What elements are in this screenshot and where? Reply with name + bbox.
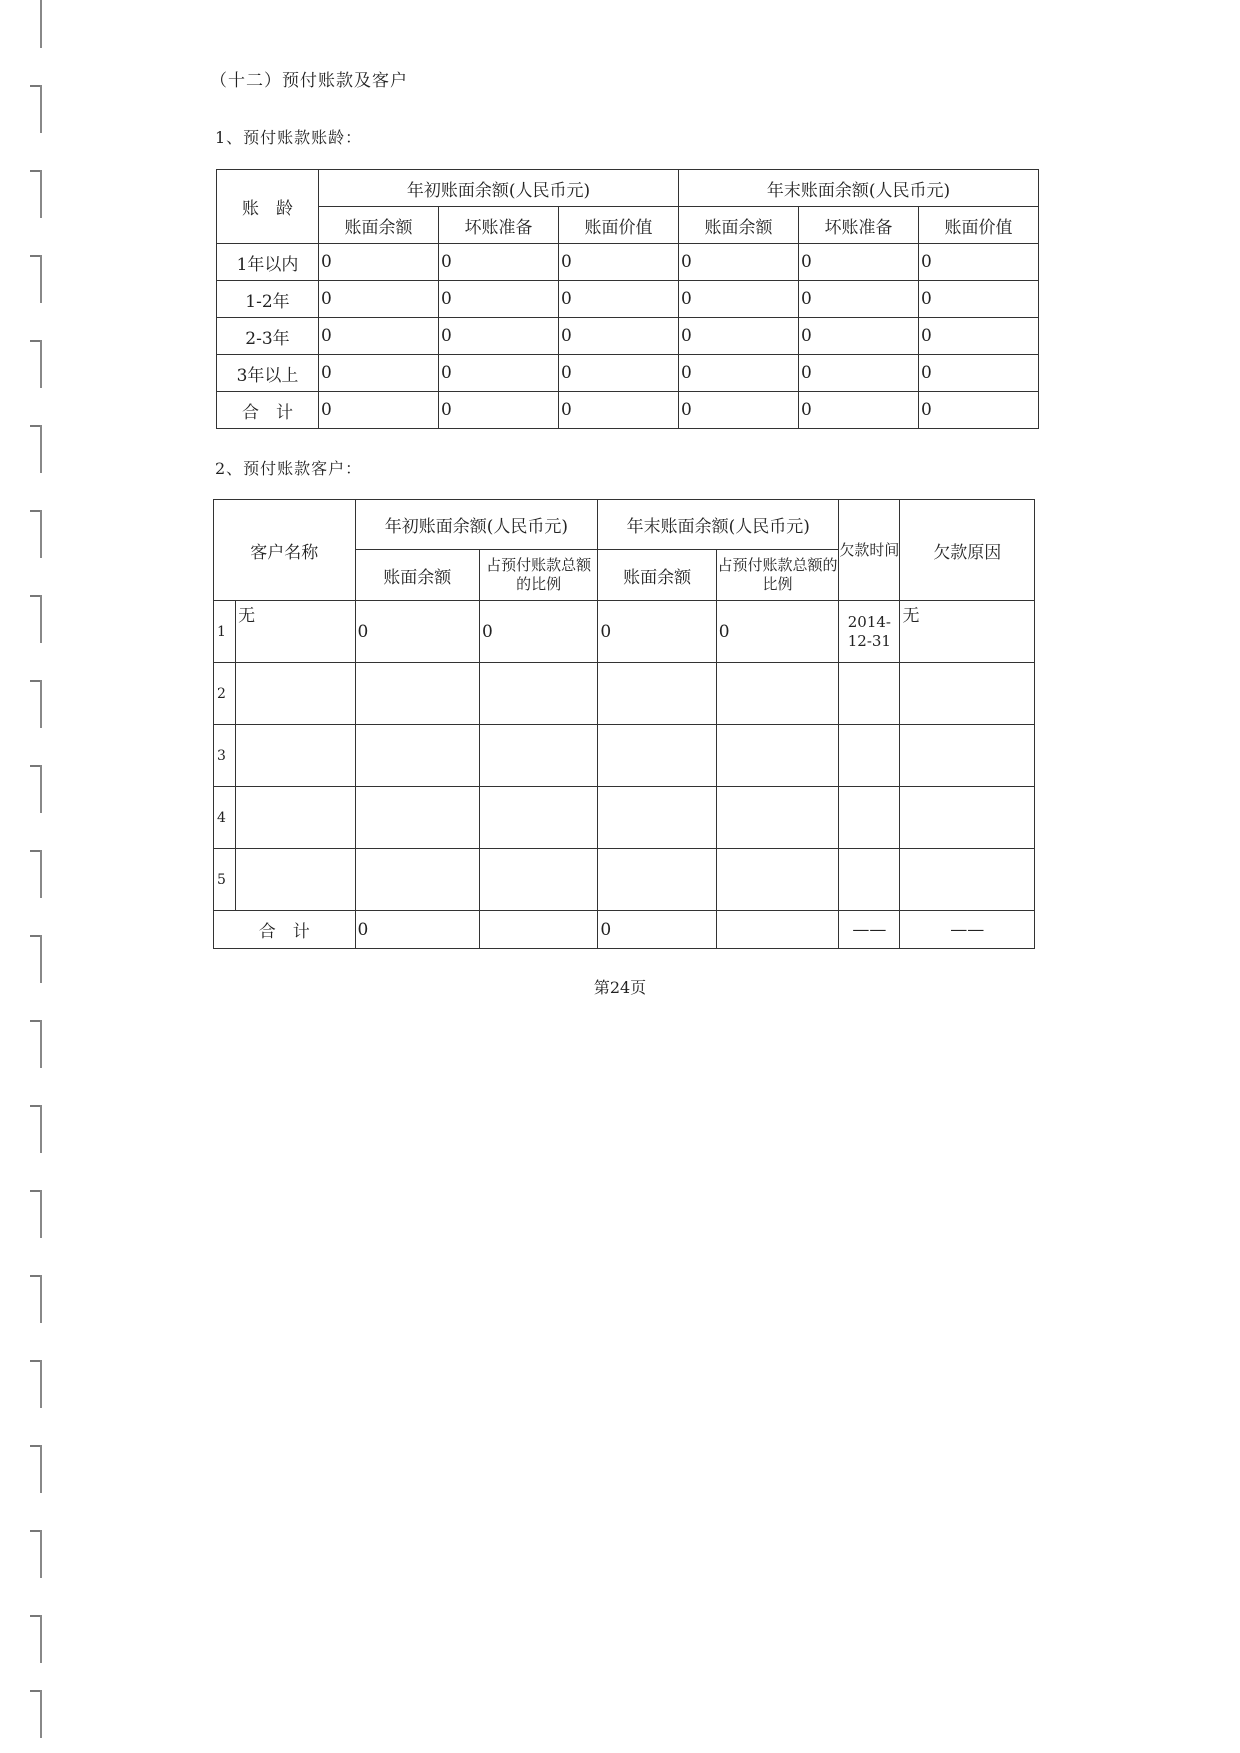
begin-balance-header: 账面余额 [355, 550, 479, 601]
aging-subheader: 坏账准备 [799, 207, 919, 244]
total-end-ratio [716, 911, 838, 949]
end-ratio [716, 787, 838, 849]
binder-mark [30, 0, 44, 48]
table-cell: 0 [439, 318, 559, 355]
aging-label: 合 计 [217, 392, 319, 429]
section-title: （十二）预付账款及客户 [210, 71, 408, 91]
end-balance [598, 849, 716, 911]
aging-subheader: 账面余额 [319, 207, 439, 244]
table-cell: 0 [319, 281, 439, 318]
end-balance-header: 账面余额 [598, 550, 716, 601]
binder-mark [30, 340, 44, 388]
debt-reason: 无 [900, 601, 1035, 663]
aging-label: 2-3年 [217, 318, 319, 355]
table-cell: 0 [319, 355, 439, 392]
begin-ratio: 0 [479, 601, 597, 663]
debt-time [839, 787, 900, 849]
customer-name [236, 725, 355, 787]
debt-time [839, 849, 900, 911]
customer-name [236, 849, 355, 911]
binder-mark [30, 1190, 44, 1238]
binder-mark [30, 85, 44, 133]
table-cell: 0 [799, 355, 919, 392]
table-cell: 0 [919, 244, 1039, 281]
table-cell: 0 [799, 318, 919, 355]
table-cell: 0 [439, 281, 559, 318]
table-cell: 0 [799, 281, 919, 318]
total-debt-reason: —— [900, 911, 1035, 949]
aging-subheader: 账面价值 [919, 207, 1039, 244]
debt-time: 2014-12-31 [839, 601, 900, 663]
binder-mark [30, 1445, 44, 1493]
table-cell: 0 [319, 244, 439, 281]
aging-row-header: 账 龄 [217, 170, 319, 244]
table-cell: 0 [439, 244, 559, 281]
table-row [217, 281, 1039, 318]
table-row [217, 355, 1039, 392]
end-balance: 0 [598, 601, 716, 663]
row-number: 5 [214, 849, 236, 911]
aging-group-begin: 年初账面余额(人民币元) [319, 170, 679, 207]
binder-mark [30, 1690, 44, 1738]
table-cell: 0 [679, 244, 799, 281]
end-ratio [716, 663, 838, 725]
binder-mark [30, 510, 44, 558]
table-cell: 0 [319, 318, 439, 355]
table-cell: 0 [919, 281, 1039, 318]
table-row [217, 318, 1039, 355]
aging-label: 3年以上 [217, 355, 319, 392]
begin-balance [355, 725, 479, 787]
binder-mark [30, 765, 44, 813]
customers-table [213, 499, 1035, 949]
customer-name [236, 787, 355, 849]
customer-name-header: 客户名称 [214, 500, 356, 601]
table-cell: 0 [679, 355, 799, 392]
total-end-balance: 0 [598, 911, 716, 949]
table-row [217, 244, 1039, 281]
aging-subheader: 坏账准备 [439, 207, 559, 244]
debt-time [839, 725, 900, 787]
binder-mark [30, 1530, 44, 1578]
customers-group-begin: 年初账面余额(人民币元) [355, 500, 598, 550]
table-row [214, 849, 1035, 911]
binder-mark [30, 1275, 44, 1323]
table-cell: 0 [559, 392, 679, 429]
customers-heading: 2、预付账款客户： [215, 459, 363, 478]
table-cell: 0 [919, 392, 1039, 429]
aging-group-end: 年末账面余额(人民币元) [679, 170, 1039, 207]
table-cell: 0 [439, 392, 559, 429]
end-balance [598, 663, 716, 725]
table-cell: 0 [919, 355, 1039, 392]
total-row [214, 911, 1035, 949]
customers-group-end: 年末账面余额(人民币元) [598, 500, 839, 550]
end-balance [598, 725, 716, 787]
debt-time [839, 663, 900, 725]
row-number: 2 [214, 663, 236, 725]
table-cell: 0 [919, 318, 1039, 355]
table-cell: 0 [679, 281, 799, 318]
binder-mark [30, 680, 44, 728]
table-cell: 0 [679, 392, 799, 429]
table-cell: 0 [799, 244, 919, 281]
binder-mark [30, 255, 44, 303]
aging-subheader: 账面价值 [559, 207, 679, 244]
aging-subheader: 账面余额 [679, 207, 799, 244]
binder-mark [30, 425, 44, 473]
debt-time-header: 欠款时间 [839, 500, 900, 601]
begin-ratio [479, 725, 597, 787]
row-number: 4 [214, 787, 236, 849]
begin-balance: 0 [355, 601, 479, 663]
total-begin-balance: 0 [355, 911, 479, 949]
binder-mark [30, 595, 44, 643]
begin-balance [355, 849, 479, 911]
table-row [214, 787, 1035, 849]
begin-balance [355, 663, 479, 725]
table-cell: 0 [559, 318, 679, 355]
end-balance [598, 787, 716, 849]
table-cell: 0 [319, 392, 439, 429]
aging-label: 1年以内 [217, 244, 319, 281]
end-ratio [716, 725, 838, 787]
begin-ratio [479, 849, 597, 911]
end-ratio [716, 849, 838, 911]
debt-reason [900, 849, 1035, 911]
total-label: 合 计 [214, 911, 356, 949]
begin-ratio [479, 663, 597, 725]
table-cell: 0 [559, 355, 679, 392]
binder-mark [30, 1105, 44, 1153]
end-ratio: 0 [716, 601, 838, 663]
total-begin-ratio [479, 911, 597, 949]
table-cell: 0 [559, 281, 679, 318]
table-row [214, 663, 1035, 725]
binder-mark [30, 1615, 44, 1663]
table-row [214, 601, 1035, 663]
debt-reason-header: 欠款原因 [900, 500, 1035, 601]
begin-ratio-header: 占预付账款总额的比例 [479, 550, 597, 601]
customer-name [236, 663, 355, 725]
binder-mark [30, 1020, 44, 1068]
customer-name: 无 [236, 601, 355, 663]
table-cell: 0 [559, 244, 679, 281]
binder-mark [30, 850, 44, 898]
table-cell: 0 [799, 392, 919, 429]
binder-mark [30, 1360, 44, 1408]
aging-label: 1-2年 [217, 281, 319, 318]
debt-reason [900, 787, 1035, 849]
row-number: 1 [214, 601, 236, 663]
aging-table [216, 169, 1039, 429]
begin-ratio [479, 787, 597, 849]
begin-balance [355, 787, 479, 849]
end-ratio-header: 占预付账款总额的比例 [716, 550, 838, 601]
table-row [214, 725, 1035, 787]
table-row [217, 392, 1039, 429]
aging-heading: 1、预付账款账龄： [215, 128, 363, 147]
binder-mark [30, 170, 44, 218]
debt-reason [900, 725, 1035, 787]
total-debt-time: —— [839, 911, 900, 949]
row-number: 3 [214, 725, 236, 787]
debt-reason [900, 663, 1035, 725]
table-cell: 0 [679, 318, 799, 355]
page-number: 第24页 [593, 978, 647, 997]
table-cell: 0 [439, 355, 559, 392]
